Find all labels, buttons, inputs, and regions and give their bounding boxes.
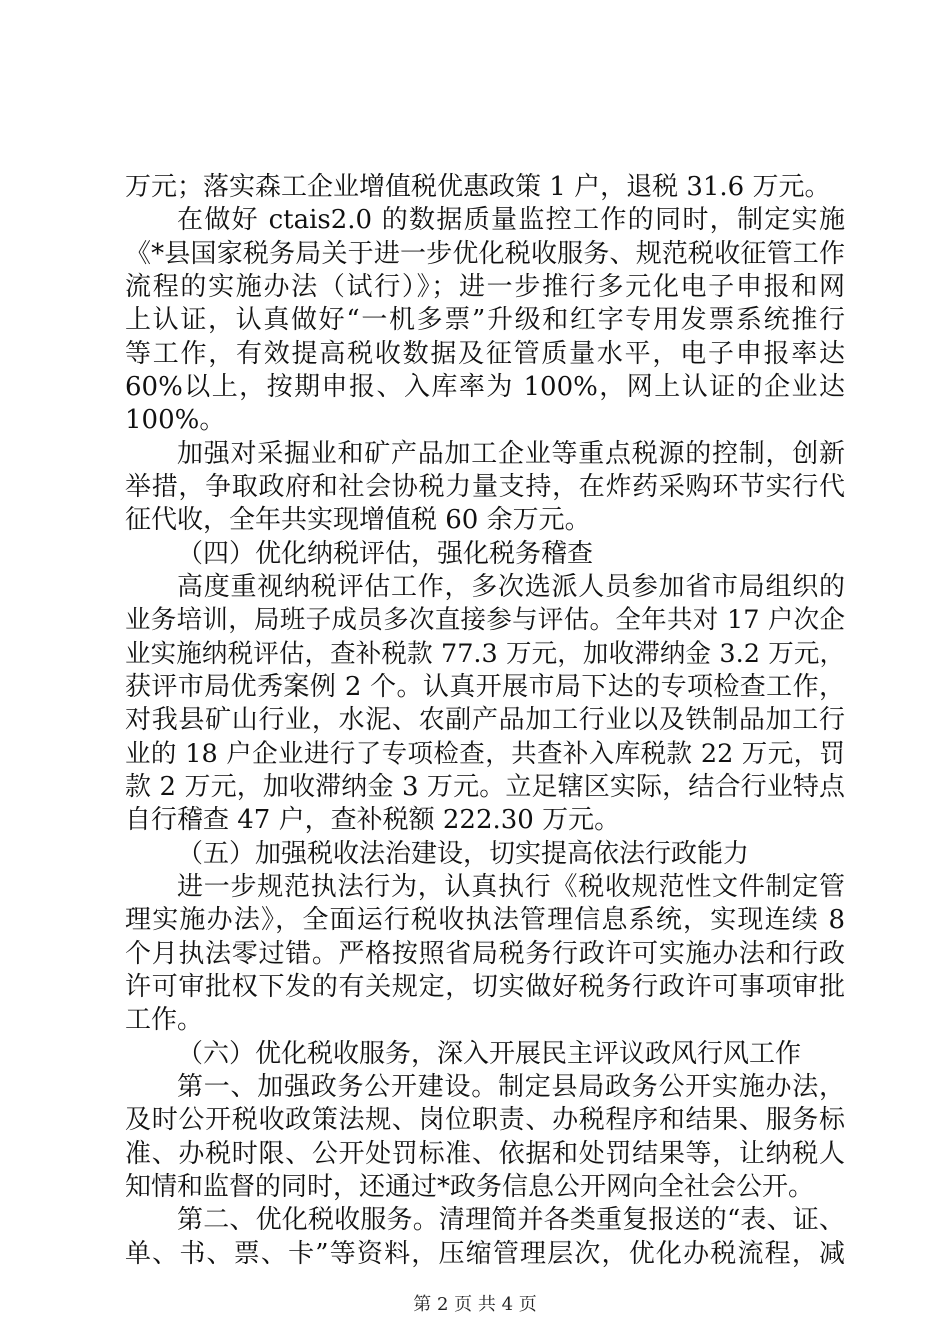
text-line: 个月执法零过错。严格按照省局税务行政许可实施办法和行政 xyxy=(125,939,845,969)
section-heading: （四）优化纳税评估，强化税务稽查 xyxy=(177,539,594,569)
text-line: 工作。 xyxy=(125,1005,204,1035)
text-line: 自行稽查 47 户，查补税额 222.30 万元。 xyxy=(125,805,621,835)
text-line: 流程的实施办法（试行）》；进一步推行多元化电子申报和网 xyxy=(125,272,845,302)
text-line: 业务培训，局班子成员多次直接参与评估。全年共对 17 户次企 xyxy=(125,605,845,635)
text-line: 及时公开税收政策法规、岗位职责、办税程序和结果、服务标 xyxy=(125,1105,845,1135)
text-line: 对我县矿山行业，水泥、农副产品加工行业以及铁制品加工行 xyxy=(125,705,845,735)
text-line: 许可审批权下发的有关规定，切实做好税务行政许可事项审批 xyxy=(125,972,845,1002)
paragraph-first-line: 在做好 ctais2.0 的数据质量监控工作的同时，制定实施 xyxy=(177,205,845,235)
text-line: 100%。 xyxy=(125,405,226,435)
text-line: 《*县国家税务局关于进一步优化税收服务、规范税收征管工作 xyxy=(125,239,845,269)
paragraph-first-line: 进一步规范执法行为，认真执行《税收规范性文件制定管 xyxy=(177,872,845,902)
text-line: 准、办税时限、公开处罚标准、依据和处罚结果等，让纳税人 xyxy=(125,1139,845,1169)
paragraph-first-line: 第二、优化税收服务。清理简并各类重复报送的“表、证、 xyxy=(177,1205,845,1235)
paragraph-first-line: 加强对采掘业和矿产品加工企业等重点税源的控制，创新 xyxy=(177,439,845,469)
page-footer: 第 2 页 共 4 页 xyxy=(413,1294,537,1315)
text-line: 获评市局优秀案例 2 个。认真开展市局下达的专项检查工作， xyxy=(125,672,845,702)
text-line: 理实施办法》，全面运行税收执法管理信息系统，实现连续 8 xyxy=(125,905,845,935)
text-line: 等工作，有效提高税收数据及征管质量水平，电子申报率达 xyxy=(125,339,845,369)
text-line: 举措，争取政府和社会协税力量支持，在炸药采购环节实行代 xyxy=(125,472,845,502)
paragraph-first-line: 高度重视纳税评估工作，多次选派人员参加省市局组织的 xyxy=(177,572,845,602)
text-line: 万元；落实森工企业增值税优惠政策 1 户，退税 31.6 万元。 xyxy=(125,172,831,202)
text-line: 知情和监督的同时，还通过*政务信息公开网向全社会公开。 xyxy=(125,1172,815,1202)
text-line: 业的 18 户企业进行了专项检查，共查补入库税款 22 万元，罚 xyxy=(125,739,845,769)
paragraph-first-line: 第一、加强政务公开建设。制定县局政务公开实施办法， xyxy=(177,1072,845,1102)
text-line: 征代收，全年共实现增值税 60 余万元。 xyxy=(125,505,591,535)
section-heading: （六）优化税收服务，深入开展民主评议政风行风工作 xyxy=(177,1039,802,1069)
text-line: 上认证，认真做好“一机多票”升级和红字专用发票系统推行 xyxy=(125,305,845,335)
text-line: 业实施纳税评估，查补税款 77.3 万元，加收滞纳金 3.2 万元， xyxy=(125,639,845,669)
text-line: 60%以上，按期申报、入库率为 100%，网上认证的企业达 xyxy=(125,372,845,402)
text-line: 款 2 万元，加收滞纳金 3 万元。立足辖区实际，结合行业特点 xyxy=(125,772,845,802)
section-heading: （五）加强税收法治建设，切实提高依法行政能力 xyxy=(177,839,750,869)
text-line: 单、书、票、卡”等资料，压缩管理层次，优化办税流程，减 xyxy=(125,1239,845,1269)
